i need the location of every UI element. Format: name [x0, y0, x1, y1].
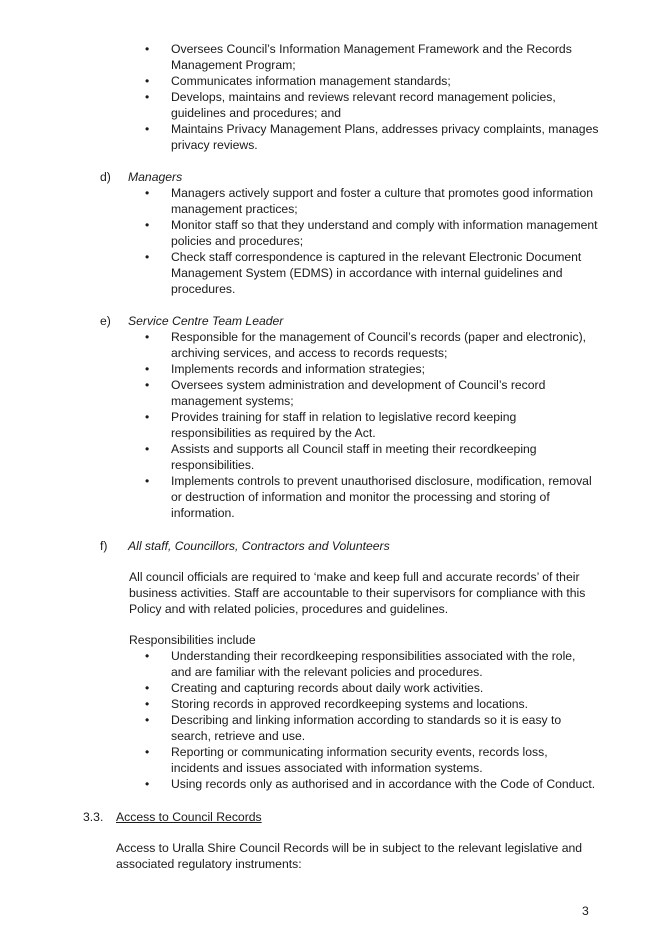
team-leader-bullet-list: [145, 329, 599, 521]
list-item: • Understanding their recordkeeping responsibilities associated with the role, and are familiar with the relevant policies and procedures.: [145, 649, 576, 679]
list-item: • Responsible for the management of Council’s records (paper and electronic), archiving services, and access to records requests;: [145, 330, 587, 360]
bullet-icon: •: [145, 697, 150, 711]
bullet-icon: •: [145, 713, 150, 727]
bullet-icon: •: [145, 122, 150, 136]
bullet-icon: •: [145, 378, 150, 392]
list-item: • Describing and linking information according to standards so it is easy to search, retrieve and use.: [145, 713, 562, 743]
list-item: • Develops, maintains and reviews relevant record management policies, guidelines and procedures; and: [145, 90, 556, 120]
bullet-icon: •: [145, 42, 150, 56]
list-item: • Implements controls to prevent unauthorised disclosure, modification, removal or destruction of information and monitor the processing and storing of information.: [145, 474, 592, 520]
section-number: 3.3.: [83, 810, 104, 824]
bullet-icon: •: [145, 330, 150, 344]
list-item: • Communicates information management standards;: [145, 74, 451, 88]
list-item: • Oversees system administration and development of Council’s record management systems;: [145, 378, 546, 408]
bullet-icon: •: [145, 90, 150, 104]
list-item: • Oversees Council’s Information Management Framework and the Records Management Program;: [145, 42, 572, 72]
bullet-icon: •: [145, 74, 150, 88]
bullet-icon: •: [145, 777, 150, 791]
section-heading-managers: Managers: [128, 170, 183, 184]
list-item: • Assists and supports all Council staff in meeting their recordkeeping responsibilities.: [145, 442, 537, 472]
bullet-icon: •: [145, 681, 150, 695]
list-item: • Provides training for staff in relation to legislative record keeping responsibilities as required by the Act.: [145, 410, 517, 440]
all-staff-paragraph: All council officials are required to ‘make and keep full and accurate records’ of their business activities. Staff are accountable to their supervisors for compliance with this Policy and with related policies, procedures and guidelines.: [129, 570, 586, 616]
managers-bullet-list: [145, 185, 599, 297]
access-paragraph: Access to Uralla Shire Council Records will be in subject to the relevant legislative and associated regulatory instruments:: [116, 841, 583, 871]
section-heading-service-centre-team-leader: Service Centre Team Leader: [128, 314, 284, 328]
list-item: • Implements records and information strategies;: [145, 362, 426, 376]
list-item: • Creating and capturing records about daily work activities.: [145, 681, 484, 695]
section-marker-e: e): [100, 314, 111, 328]
list-item: • Monitor staff so that they understand and comply with information management policies and procedures;: [145, 218, 598, 248]
bullet-icon: •: [145, 442, 150, 456]
section-title-access-to-council-records: Access to Council Records: [116, 810, 262, 824]
list-item: • Using records only as authorised and in accordance with the Code of Conduct.: [145, 777, 596, 791]
list-item: • Managers actively support and foster a culture that promotes good information management practices;: [145, 186, 594, 216]
bullet-icon: •: [145, 410, 150, 424]
section-heading-all-staff: All staff, Councillors, Contractors and Volunteers: [128, 539, 390, 553]
bullet-icon: •: [145, 745, 150, 759]
all-staff-bullet-list: [145, 648, 599, 792]
bullet-icon: •: [145, 218, 150, 232]
bullet-icon: •: [145, 250, 150, 264]
section-marker-d: d): [100, 170, 111, 184]
list-item: • Storing records in approved recordkeeping systems and locations.: [145, 697, 529, 711]
list-item: • Maintains Privacy Management Plans, addresses privacy complaints, manages privacy reviews.: [145, 122, 599, 152]
page-number: 3: [582, 904, 589, 918]
list-item: • Reporting or communicating information security events, records loss, incidents and issues associated with information systems.: [145, 745, 548, 775]
section-marker-f: f): [100, 539, 108, 553]
list-item: • Check staff correspondence is captured in the relevant Electronic Document Management System (EDMS) in accordance with internal guidelines and procedures.: [145, 250, 582, 296]
bullet-icon: •: [145, 362, 150, 376]
bullet-icon: •: [145, 186, 150, 200]
bullet-icon: •: [145, 649, 150, 663]
top-bullet-list: [145, 41, 599, 153]
responsibilities-intro: Responsibilities include: [129, 633, 256, 647]
bullet-icon: •: [145, 474, 150, 488]
